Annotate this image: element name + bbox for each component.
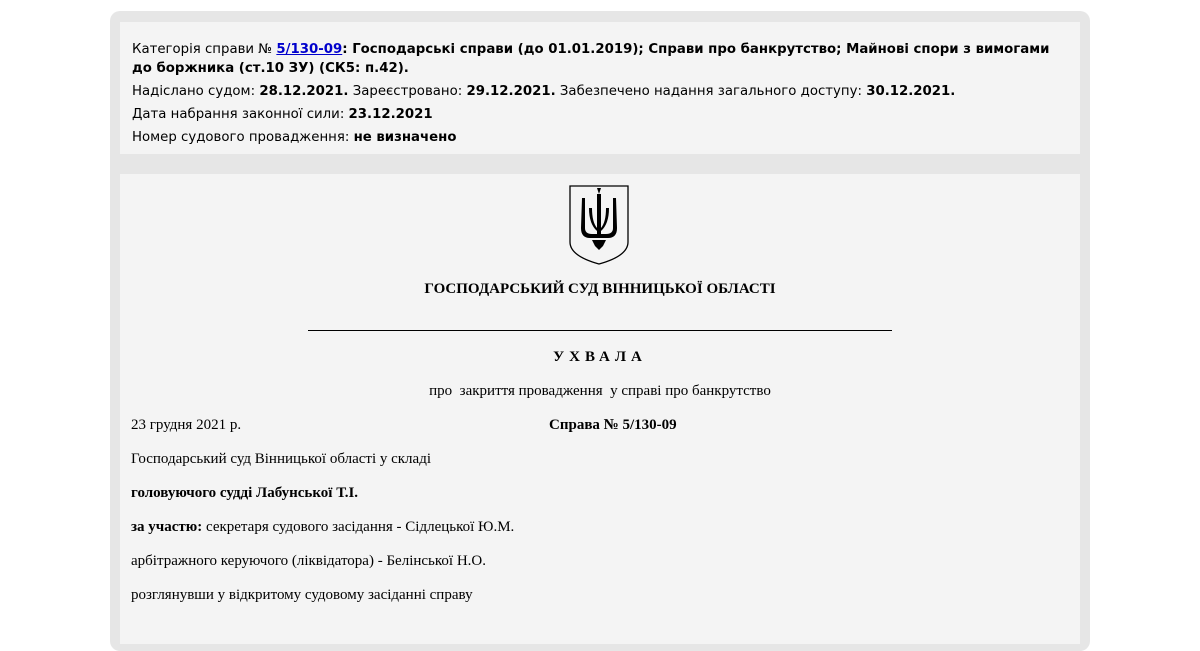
decision-date: 23 грудня 2021 р. — [131, 417, 242, 433]
proceeding-value: не визначено — [353, 130, 457, 145]
category-text: : Господарські справи (до 01.01.2019); Справи про банкрутство; Майнові спори з вимогами до боржника (ст.10 ЗУ) (СК5: п.42). — [132, 42, 1050, 76]
access-value: 30.12.2021. — [866, 84, 956, 99]
paragraph-participants — [131, 519, 514, 536]
header-divider — [308, 330, 892, 331]
participants-label: за участю: — [131, 519, 203, 535]
case-number: Справа № 5/130-09 — [549, 417, 677, 433]
sent-label: Надіслано судом: — [132, 84, 256, 99]
access-label: Забезпечено надання загального доступу: — [559, 84, 862, 99]
document-type-title: УХВАЛА — [553, 349, 647, 365]
sent-value: 28.12.2021. — [259, 84, 349, 99]
paragraph-presiding-judge: головуючого судді Лабунської Т.І. — [131, 485, 359, 501]
dates-line — [132, 82, 1068, 101]
proceeding-line — [132, 128, 1068, 147]
case-category-line — [132, 40, 1068, 78]
document-body — [120, 174, 1080, 644]
page-frame — [110, 11, 1090, 651]
proceeding-label: Номер судового провадження: — [132, 130, 350, 145]
effective-label: Дата набрання законної сили: — [132, 107, 345, 122]
document-subtitle: про закриття провадження у справі про банкрутство — [429, 383, 771, 399]
effective-date-line — [132, 105, 1068, 124]
case-number-link[interactable]: 5/130-09 — [276, 42, 343, 57]
coat-of-arms-icon — [568, 184, 630, 266]
paragraph-liquidator: арбітражного керуючого (ліквідатора) - Белінської Н.О. — [131, 553, 487, 569]
participants-text: секретаря судового засідання - Сідлецької Ю.М. — [202, 519, 515, 535]
court-name: ГОСПОДАРСЬКИЙ СУД ВІННИЦЬКОЇ ОБЛАСТІ — [424, 281, 776, 297]
category-label: Категорія справи № — [132, 42, 273, 57]
effective-value: 23.12.2021 — [348, 107, 433, 122]
paragraph-court-composition: Господарський суд Вінницької області у складі — [131, 451, 431, 467]
paragraph-consideration: розглянувши у відкритому судовому засіданні справу — [131, 587, 473, 603]
case-metadata-panel — [120, 22, 1080, 154]
registered-label: Зареєстровано: — [352, 84, 463, 99]
registered-value: 29.12.2021. — [466, 84, 556, 99]
